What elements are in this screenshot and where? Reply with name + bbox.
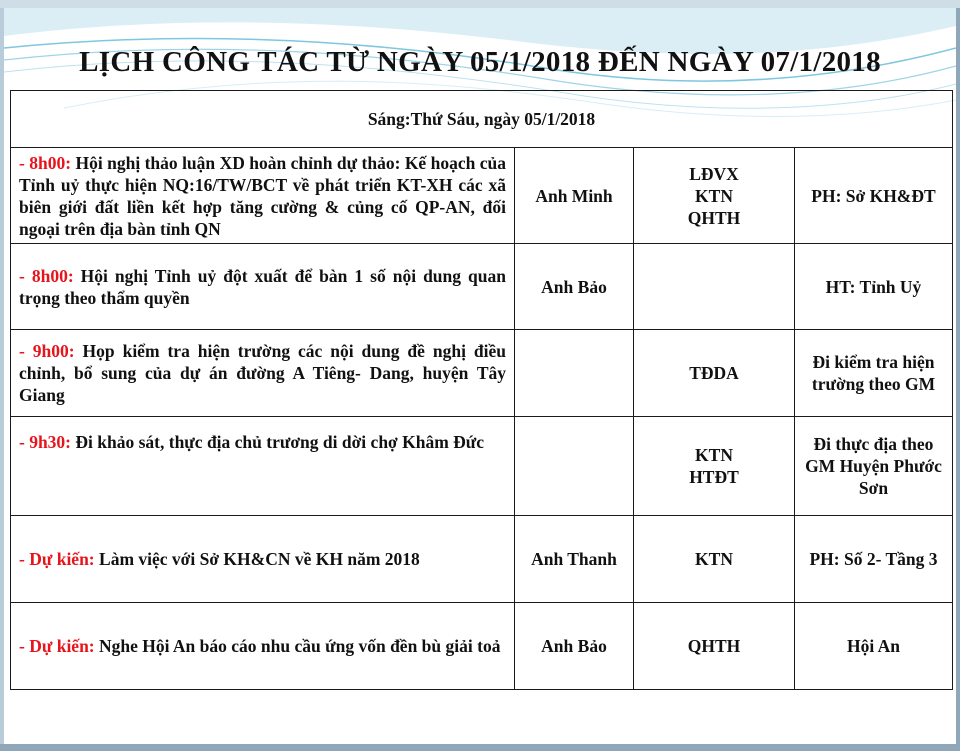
task-units: LĐVX KTN QHTH bbox=[634, 148, 795, 244]
task-description bbox=[11, 603, 515, 690]
table-row bbox=[11, 516, 953, 603]
slide bbox=[4, 8, 956, 744]
session-header-row bbox=[11, 91, 953, 148]
task-description bbox=[11, 244, 515, 330]
task-time: - 9h30: bbox=[19, 432, 72, 452]
task-person: Anh Thanh bbox=[515, 516, 634, 603]
task-description bbox=[11, 516, 515, 603]
schedule-table bbox=[10, 90, 953, 690]
task-description bbox=[11, 330, 515, 417]
page-title: LỊCH CÔNG TÁC TỪ NGÀY 05/1/2018 ĐẾN NGÀY 07/1/2018 bbox=[79, 46, 881, 78]
task-units: TĐDA bbox=[634, 330, 795, 417]
task-person: Anh Minh bbox=[515, 148, 634, 244]
task-units bbox=[634, 244, 795, 330]
task-location: Đi kiểm tra hiện trường theo GM bbox=[795, 330, 953, 417]
table-row bbox=[11, 330, 953, 417]
task-units: QHTH bbox=[634, 603, 795, 690]
task-text: Hội nghị Tỉnh uỷ đột xuất để bàn 1 số nội dung quan trọng theo thẩm quyền bbox=[19, 265, 506, 308]
task-location: Đi thực địa theo GM Huyện Phước Sơn bbox=[795, 417, 953, 516]
task-location: HT: Tỉnh Uỷ bbox=[795, 244, 953, 330]
task-location: Hội An bbox=[795, 603, 953, 690]
table-row bbox=[11, 417, 953, 516]
slide-shadow-bottom bbox=[0, 744, 960, 751]
task-person bbox=[515, 417, 634, 516]
window-top-strip bbox=[0, 0, 960, 8]
session-label: Sáng:Thứ Sáu, ngày 05/1/2018 bbox=[11, 91, 953, 148]
task-text: Nghe Hội An báo cáo nhu cầu ứng vốn đền bù giải toả bbox=[94, 636, 501, 656]
task-person bbox=[515, 330, 634, 417]
task-person: Anh Bảo bbox=[515, 603, 634, 690]
task-text: Đi khảo sát, thực địa chủ trương di dời chợ Khâm Đức bbox=[71, 432, 485, 452]
task-location: PH: Số 2- Tầng 3 bbox=[795, 516, 953, 603]
task-location: PH: Sở KH&ĐT bbox=[795, 148, 953, 244]
table-row bbox=[11, 244, 953, 330]
task-units: KTN bbox=[634, 516, 795, 603]
task-time: - Dự kiến: bbox=[19, 549, 95, 569]
task-time: - 9h00: bbox=[19, 341, 75, 361]
task-text: Làm việc với Sở KH&CN về KH năm 2018 bbox=[94, 549, 420, 569]
table-row bbox=[11, 603, 953, 690]
task-units: KTN HTĐT bbox=[634, 417, 795, 516]
task-description bbox=[11, 148, 515, 244]
task-text: Hội nghị thảo luận XD hoàn chỉnh dự thảo: Kế hoạch của Tỉnh uỷ thực hiện NQ:16/TW/BCT về phát triển KT-XH các xã biên giới đất liền kết hợp tăng cường & củng cố QP-AN, đối ngoại trên địa bàn tỉnh QN bbox=[19, 152, 507, 239]
task-time: - 8h00: bbox=[19, 265, 74, 286]
table-row bbox=[11, 148, 953, 244]
task-description bbox=[11, 417, 515, 516]
task-person: Anh Bảo bbox=[515, 244, 634, 330]
task-text: Họp kiểm tra hiện trường các nội dung đề nghị điều chỉnh, bổ sung của dự án đường A Tiêng- Dang, huyện Tây Giang bbox=[19, 341, 506, 405]
slide-shadow-right bbox=[956, 8, 960, 751]
task-time: - 8h00: bbox=[19, 152, 72, 173]
task-time: - Dự kiến: bbox=[19, 636, 95, 656]
